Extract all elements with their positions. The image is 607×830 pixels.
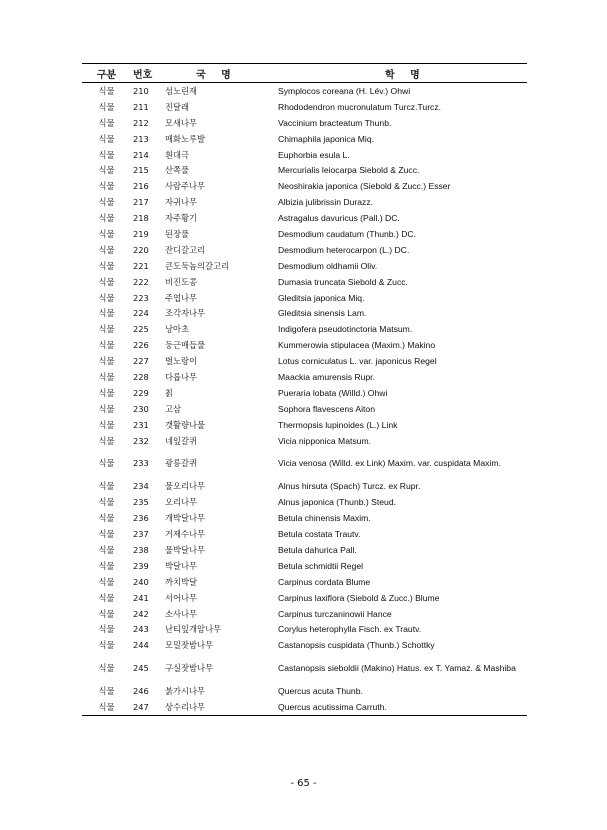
scientific-name-cell: Alnus japonica (Thunb.) Steud. — [278, 497, 396, 508]
korean-name-cell: 주엽나무 — [165, 292, 198, 303]
korean-name-cell: 박달나무 — [165, 560, 198, 571]
number-cell: 247 — [131, 699, 162, 715]
korean-name-cell: 낭아초 — [165, 324, 190, 335]
number-cell: 231 — [133, 419, 149, 430]
scientific-name-cell: Carpinus cordata Blume — [278, 576, 371, 587]
scientific-name-cell: Dumasia truncata Siebold & Zucc. — [278, 276, 408, 287]
table-row — [82, 226, 527, 242]
scientific-name-cell: Euphorbia esula L. — [278, 149, 350, 160]
table-row — [82, 448, 527, 478]
number-cell: 213 — [133, 133, 149, 144]
category-cell: 식물 — [98, 85, 115, 96]
korean-name-cell: 물박달나무 — [165, 544, 206, 555]
korean-name-cell: 고삼 — [165, 403, 182, 414]
category-cell: 식물 — [98, 686, 115, 697]
header-row — [82, 64, 527, 83]
scientific-name-cell: Betula schmidtii Regel — [278, 560, 364, 571]
species-table — [82, 63, 527, 716]
number-cell: 230 — [133, 403, 149, 414]
category-cell: 식물 — [98, 497, 115, 508]
category-cell: 식물 — [98, 608, 115, 619]
table-row — [82, 699, 527, 715]
scientific-name-cell: Maackia amurensis Rupr. — [278, 371, 375, 382]
scientific-name-cell: Rhododendron mucronulatum Turcz.Turcz. — [278, 101, 442, 112]
number-cell: 228 — [133, 371, 149, 382]
korean-name-cell: 구실잣밤나무 — [165, 663, 214, 674]
number-cell: 222 — [133, 276, 149, 287]
korean-name-cell: 잔디갈고리 — [165, 244, 206, 255]
korean-name-cell: 섬노린재 — [165, 85, 198, 96]
scientific-name-cell: Albizia julibrissin Durazz. — [278, 197, 374, 208]
category-cell: 식물 — [98, 624, 115, 635]
table-row — [82, 162, 527, 178]
scientific-name-cell: Quercus acuta Thunb. — [278, 686, 363, 697]
scientific-name-cell: Kummerowia stipulacea (Maxim.) Makino — [278, 340, 436, 351]
header-category: 구분 — [82, 64, 131, 83]
scientific-name-cell: Thermopsis lupinoides (L.) Link — [278, 419, 398, 430]
korean-name-cell: 물오리나무 — [165, 481, 206, 492]
number-cell: 211 — [133, 101, 149, 112]
scientific-name-cell: Gleditsia sinensis Lam. — [278, 308, 367, 319]
scientific-name-cell: Castanopsis sieboldii (Makino) Hatus. ex T. Yamaz. & Mashiba — [278, 663, 516, 674]
korean-name-cell: 거제수나무 — [165, 529, 206, 540]
table-row — [82, 274, 527, 290]
number-cell: 233 — [133, 458, 149, 469]
korean-name-cell: 사람주나무 — [165, 181, 206, 192]
scientific-name-cell: Quercus acutissima Carruth. — [274, 699, 527, 715]
number-cell: 226 — [133, 340, 149, 351]
category-cell: 식물 — [98, 292, 115, 303]
korean-name-cell: 큰도둑놈의갈고리 — [165, 260, 230, 271]
number-cell: 225 — [133, 324, 149, 335]
number-cell: 223 — [133, 292, 149, 303]
table-row — [82, 115, 527, 131]
number-cell: 227 — [133, 356, 149, 367]
category-cell: 식물 — [98, 576, 115, 587]
korean-name-cell: 광릉갈퀴 — [165, 458, 198, 469]
table-row — [82, 606, 527, 622]
page-number: - 65 - — [290, 778, 317, 789]
korean-name-cell: 소사나무 — [165, 608, 198, 619]
table-row — [82, 258, 527, 274]
korean-name-cell: 칡 — [165, 387, 174, 398]
table-body — [82, 83, 527, 716]
number-cell: 221 — [133, 260, 149, 271]
scientific-name-cell: Desmodium caudatum (Thunb.) DC. — [278, 228, 417, 239]
category-cell: 식물 — [98, 513, 115, 524]
table-row — [82, 574, 527, 590]
scientific-name-cell: Desmodium oldhamii Oliv. — [278, 260, 378, 271]
category-cell: 식물 — [98, 213, 115, 224]
table-row — [82, 353, 527, 369]
scientific-name-cell: Lotus corniculatus L. var. japonicus Regel — [278, 356, 437, 367]
category-cell: 식물 — [82, 699, 131, 715]
number-cell: 217 — [133, 197, 149, 208]
table-row — [82, 494, 527, 510]
scientific-name-cell: Chimaphila japonica Miq. — [278, 133, 375, 144]
number-cell: 229 — [133, 387, 149, 398]
scientific-name-cell: Pueraria lobata (Willd.) Ohwi — [278, 387, 388, 398]
scientific-name-cell: Vaccinium bracteatum Thunb. — [278, 117, 392, 128]
table-row — [82, 305, 527, 321]
category-cell: 식물 — [98, 529, 115, 540]
category-cell: 식물 — [98, 181, 115, 192]
scientific-name-cell: Vicia venosa (Willd. ex Link) Maxim. var. cuspidata Maxim. — [278, 458, 501, 469]
number-cell: 224 — [133, 308, 149, 319]
scientific-name-cell: Astragalus davuricus (Pall.) DC. — [278, 213, 400, 224]
scientific-name-cell: Indigofera pseudotinctoria Matsum. — [278, 324, 413, 335]
category-cell: 식물 — [98, 197, 115, 208]
table-row — [82, 385, 527, 401]
korean-name-cell: 까치박달 — [165, 576, 198, 587]
korean-name-cell: 오리나무 — [165, 497, 198, 508]
number-cell: 232 — [133, 435, 149, 446]
korean-name-cell: 다릅나무 — [165, 371, 198, 382]
number-cell: 240 — [133, 576, 149, 587]
scientific-name-cell: Carpinus turczaninowii Hance — [278, 608, 392, 619]
table-row — [82, 210, 527, 226]
scientific-name-cell: Betula chinensis Maxim. — [278, 513, 371, 524]
scientific-name-cell: Symplocos coreana (H. Lév.) Ohwi — [278, 85, 411, 96]
korean-name-cell: 난티잎개암나무 — [165, 624, 222, 635]
category-cell: 식물 — [98, 244, 115, 255]
number-cell: 245 — [133, 663, 149, 674]
korean-name-cell: 자주황기 — [165, 213, 198, 224]
scientific-name-cell: Neoshirakia japonica (Siebold & Zucc.) Esser — [278, 181, 451, 192]
table-row — [82, 131, 527, 147]
number-cell: 244 — [133, 640, 149, 651]
category-cell: 식물 — [98, 165, 115, 176]
korean-name-cell: 된장풀 — [165, 228, 190, 239]
category-cell: 식물 — [98, 435, 115, 446]
category-cell: 식물 — [98, 308, 115, 319]
scientific-name-cell: Mercurialis leiocarpa Siebold & Zucc. — [278, 165, 420, 176]
korean-name-cell: 산쪽풀 — [165, 165, 190, 176]
number-cell: 239 — [133, 560, 149, 571]
korean-name-cell: 개박달나무 — [165, 513, 206, 524]
table-row — [82, 478, 527, 494]
table-row — [82, 542, 527, 558]
korean-name-cell: 서어나무 — [165, 592, 198, 603]
category-cell: 식물 — [98, 133, 115, 144]
category-cell: 식물 — [98, 403, 115, 414]
header-scientific-name: 학 명 — [274, 64, 527, 83]
table-header — [82, 64, 527, 83]
table-row — [82, 683, 527, 699]
number-cell: 246 — [133, 686, 149, 697]
category-cell: 식물 — [98, 324, 115, 335]
category-cell: 식물 — [98, 387, 115, 398]
category-cell: 식물 — [98, 640, 115, 651]
category-cell: 식물 — [98, 340, 115, 351]
table-row — [82, 637, 527, 653]
table-row — [82, 653, 527, 683]
number-cell: 241 — [133, 592, 149, 603]
table-row — [82, 510, 527, 526]
number-cell: 242 — [133, 608, 149, 619]
scientific-name-cell: Vicia nipponica Matsum. — [278, 435, 371, 446]
korean-name-cell: 모새나무 — [165, 117, 198, 128]
category-cell: 식물 — [98, 419, 115, 430]
korean-name-cell: 벌노랑이 — [165, 356, 198, 367]
table-row — [82, 83, 527, 99]
category-cell: 식물 — [98, 592, 115, 603]
category-cell: 식물 — [98, 481, 115, 492]
table-row — [82, 337, 527, 353]
scientific-name-cell: Carpinus laxiflora (Siebold & Zucc.) Blume — [278, 592, 440, 603]
category-cell: 식물 — [98, 458, 115, 469]
table-row — [82, 590, 527, 606]
scientific-name-cell: Betula dahurica Pall. — [278, 544, 357, 555]
table-row — [82, 622, 527, 638]
scientific-name-cell: Betula costata Trautv. — [278, 529, 361, 540]
scientific-name-cell: Alnus hirsuta (Spach) Turcz. ex Rupr. — [278, 481, 421, 492]
table-row — [82, 242, 527, 258]
category-cell: 식물 — [98, 560, 115, 571]
species-table-container — [82, 63, 527, 716]
category-cell: 식물 — [98, 101, 115, 112]
korean-name-cell: 모밀잣밤나무 — [165, 640, 214, 651]
table-row — [82, 321, 527, 337]
category-cell: 식물 — [98, 260, 115, 271]
number-cell: 216 — [133, 181, 149, 192]
korean-name-cell: 둥근매듭풀 — [165, 340, 206, 351]
korean-name-cell: 상수리나무 — [162, 699, 274, 715]
number-cell: 219 — [133, 228, 149, 239]
category-cell: 식물 — [98, 149, 115, 160]
table-row — [82, 290, 527, 306]
number-cell: 236 — [133, 513, 149, 524]
number-cell: 215 — [133, 165, 149, 176]
scientific-name-cell: Castanopsis cuspidata (Thunb.) Schottky — [278, 640, 435, 651]
header-number: 번호 — [131, 64, 162, 83]
scientific-name-cell: Desmodium heterocarpon (L.) DC. — [278, 244, 410, 255]
number-cell: 243 — [133, 624, 149, 635]
number-cell: 214 — [133, 149, 149, 160]
korean-name-cell: 자귀나무 — [165, 197, 198, 208]
category-cell: 식물 — [98, 276, 115, 287]
korean-name-cell: 붉가시나무 — [165, 686, 206, 697]
table-row — [82, 147, 527, 163]
number-cell: 235 — [133, 497, 149, 508]
table-row — [82, 194, 527, 210]
header-korean-name: 국 명 — [162, 64, 274, 83]
korean-name-cell: 조각자나무 — [165, 308, 206, 319]
table-row — [82, 99, 527, 115]
table-row — [82, 369, 527, 385]
number-cell: 218 — [133, 213, 149, 224]
category-cell: 식물 — [98, 228, 115, 239]
table-row — [82, 558, 527, 574]
number-cell: 234 — [133, 481, 149, 492]
table-row — [82, 401, 527, 417]
korean-name-cell: 네잎갈퀴 — [165, 435, 198, 446]
category-cell: 식물 — [98, 371, 115, 382]
korean-name-cell: 매화노루발 — [165, 133, 206, 144]
number-cell: 210 — [133, 85, 149, 96]
table-row — [82, 178, 527, 194]
number-cell: 237 — [133, 529, 149, 540]
korean-name-cell: 갯활량나물 — [165, 419, 206, 430]
table-row — [82, 433, 527, 449]
category-cell: 식물 — [98, 356, 115, 367]
number-cell: 238 — [133, 544, 149, 555]
table-row — [82, 526, 527, 542]
korean-name-cell: 진달래 — [165, 101, 190, 112]
table-row — [82, 417, 527, 433]
scientific-name-cell: Gleditsia japonica Miq. — [278, 292, 365, 303]
scientific-name-cell: Sophora flavescens Aiton — [278, 403, 375, 414]
scientific-name-cell: Corylus heterophylla Fisch. ex Trautv. — [278, 624, 422, 635]
number-cell: 220 — [133, 244, 149, 255]
category-cell: 식물 — [98, 117, 115, 128]
number-cell: 212 — [133, 117, 149, 128]
category-cell: 식물 — [98, 663, 115, 674]
category-cell: 식물 — [98, 544, 115, 555]
korean-name-cell: 비진도콩 — [165, 276, 198, 287]
korean-name-cell: 흰대극 — [165, 149, 190, 160]
